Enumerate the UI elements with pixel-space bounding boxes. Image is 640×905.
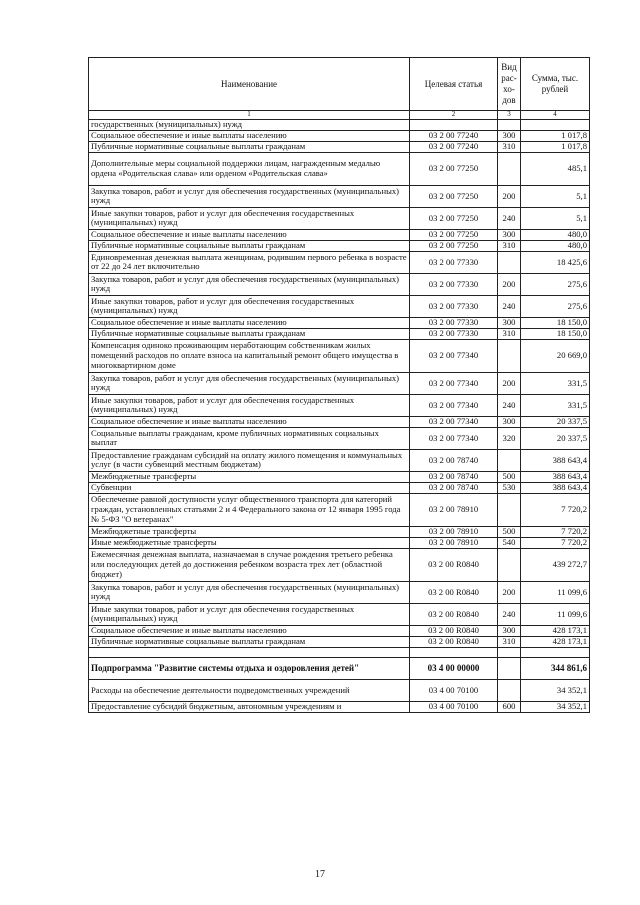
row-code: 03 2 00 78910 (410, 526, 498, 537)
row-name: Предоставление гражданам субсидий на оплату жилого помещения и коммунальных услуг (в части субвенций местным бюджетам) (89, 449, 410, 471)
row-kind (498, 119, 521, 130)
row-kind (498, 493, 521, 526)
row-sum: 20 337,5 (521, 427, 590, 449)
table-row (89, 229, 590, 240)
row-name: Закупка товаров, работ и услуг для обеспечения государственных (муниципальных) нужд (89, 273, 410, 295)
row-kind: 300 (498, 625, 521, 636)
row-name: Закупка товаров, работ и услуг для обеспечения государственных (муниципальных) нужд (89, 372, 410, 394)
row-name: Закупка товаров, работ и услуг для обеспечения государственных (муниципальных) нужд (89, 581, 410, 603)
row-code: 03 2 00 77250 (410, 240, 498, 251)
row-sum: 275,6 (521, 295, 590, 317)
row-name: Дополнительные меры социальной поддержки лицам, награжденным медалью ордена «Родительская слава» или орденом «Родительская слава» (89, 152, 410, 185)
row-name: Публичные нормативные социальные выплаты гражданам (89, 328, 410, 339)
row-code: 03 2 00 78910 (410, 537, 498, 548)
row-kind (498, 679, 521, 701)
table-row (89, 372, 590, 394)
row-sum: 20 669,0 (521, 339, 590, 372)
row-sum: 480,0 (521, 240, 590, 251)
row-code: 03 2 00 R0840 (410, 636, 498, 647)
row-code: 03 2 00 77330 (410, 317, 498, 328)
row-sum: 7 720,2 (521, 526, 590, 537)
row-code: 03 2 00 77240 (410, 130, 498, 141)
row-name: Социальное обеспечение и иные выплаты населению (89, 229, 410, 240)
table-row (89, 537, 590, 548)
header-name: Наименование (89, 58, 410, 111)
table-row (89, 295, 590, 317)
table-row (89, 130, 590, 141)
row-kind: 240 (498, 394, 521, 416)
header-sum: Сумма, тыс. рублей (521, 58, 590, 111)
table-row (89, 679, 590, 701)
row-sum: 7 720,2 (521, 537, 590, 548)
row-code: 03 2 00 78740 (410, 471, 498, 482)
row-kind (498, 339, 521, 372)
table-row (89, 471, 590, 482)
budget-table (88, 57, 590, 713)
row-code: 03 2 00 77330 (410, 273, 498, 295)
row-code: 03 2 00 77250 (410, 229, 498, 240)
table-header-row (89, 58, 590, 111)
table-row (89, 152, 590, 185)
row-kind (498, 251, 521, 273)
row-name: Иные закупки товаров, работ и услуг для обеспечения государственных (муниципальных) нужд (89, 394, 410, 416)
row-code: 03 2 00 R0840 (410, 581, 498, 603)
row-code: 03 2 00 R0840 (410, 625, 498, 636)
column-number: 2 (410, 111, 498, 120)
row-code: 03 2 00 R0840 (410, 548, 498, 581)
row-code: 03 2 00 77250 (410, 152, 498, 185)
row-sum: 34 352,1 (521, 679, 590, 701)
table-row (89, 251, 590, 273)
row-sum: 18 150,0 (521, 328, 590, 339)
row-sum: 428 173,1 (521, 636, 590, 647)
row-kind (498, 647, 521, 657)
row-sum (521, 119, 590, 130)
row-code: 03 4 00 70100 (410, 679, 498, 701)
row-code: 03 2 00 77340 (410, 427, 498, 449)
row-kind: 530 (498, 482, 521, 493)
row-sum: 485,1 (521, 152, 590, 185)
table-row (89, 625, 590, 636)
header-kind: Вид рас-хо-дов (498, 58, 521, 111)
row-name: Межбюджетные трансферты (89, 471, 410, 482)
row-name: Социальное обеспечение и иные выплаты населению (89, 416, 410, 427)
row-kind: 500 (498, 471, 521, 482)
row-code: 03 4 00 00000 (410, 657, 498, 679)
table-row (89, 207, 590, 229)
row-sum: 5,1 (521, 185, 590, 207)
row-kind (498, 152, 521, 185)
row-name: Субвенции (89, 482, 410, 493)
row-kind: 300 (498, 229, 521, 240)
row-kind: 500 (498, 526, 521, 537)
table-row (89, 339, 590, 372)
row-code: 03 4 00 70100 (410, 701, 498, 712)
row-code: 03 2 00 77240 (410, 141, 498, 152)
row-code: 03 2 00 77330 (410, 328, 498, 339)
row-name: Социальное обеспечение и иные выплаты населению (89, 317, 410, 328)
row-sum: 331,5 (521, 394, 590, 416)
row-sum (521, 647, 590, 657)
row-name: Единовременная денежная выплата женщинам, родившим первого ребенка в возрасте от 22 до 24 лет включительно (89, 251, 410, 273)
row-code: 03 2 00 78740 (410, 449, 498, 471)
row-name: Компенсация одиноко проживающим неработающим собственникам жилых помещений расходов по оплате взноса на капитальный ремонт общего имущества в многоквартирном доме (89, 339, 410, 372)
row-sum: 18 150,0 (521, 317, 590, 328)
row-sum: 34 352,1 (521, 701, 590, 712)
table-row (89, 701, 590, 712)
row-code (410, 119, 498, 130)
row-name (89, 647, 410, 657)
table-row (89, 482, 590, 493)
row-kind: 600 (498, 701, 521, 712)
row-code: 03 2 00 77250 (410, 207, 498, 229)
table-row (89, 449, 590, 471)
row-sum: 18 425,6 (521, 251, 590, 273)
table-row (89, 416, 590, 427)
row-name: Ежемесячная денежная выплата, назначаемая в случае рождения третьего ребенка или последующих детей до достижения ребенком возраста трех лет (областной бюджет) (89, 548, 410, 581)
row-kind: 200 (498, 185, 521, 207)
row-code: 03 2 00 77340 (410, 416, 498, 427)
column-number: 4 (521, 111, 590, 120)
table-row (89, 581, 590, 603)
table-row (89, 240, 590, 251)
row-name: государственных (муниципальных) нужд (89, 119, 410, 130)
row-kind: 300 (498, 130, 521, 141)
row-name: Иные закупки товаров, работ и услуг для обеспечения государственных (муниципальных) нужд (89, 207, 410, 229)
row-code: 03 2 00 77340 (410, 372, 498, 394)
table-row-subprogram (89, 657, 590, 679)
table-row (89, 317, 590, 328)
table-row (89, 427, 590, 449)
row-kind: 240 (498, 207, 521, 229)
header-code: Целевая статья (410, 58, 498, 111)
row-kind (498, 657, 521, 679)
row-sum: 428 173,1 (521, 625, 590, 636)
table-row (89, 141, 590, 152)
table-row (89, 273, 590, 295)
row-name: Иные закупки товаров, работ и услуг для обеспечения государственных (муниципальных) нужд (89, 295, 410, 317)
row-kind: 240 (498, 603, 521, 625)
row-kind: 300 (498, 317, 521, 328)
row-sum: 388 643,4 (521, 471, 590, 482)
table-row (89, 526, 590, 537)
column-number-row (89, 111, 590, 120)
row-kind: 320 (498, 427, 521, 449)
row-name: Расходы на обеспечение деятельности подведомственных учреждений (89, 679, 410, 701)
row-code: 03 2 00 77340 (410, 339, 498, 372)
row-kind: 540 (498, 537, 521, 548)
row-sum: 5,1 (521, 207, 590, 229)
row-name: Социальное обеспечение и иные выплаты населению (89, 625, 410, 636)
row-sum: 1 017,8 (521, 141, 590, 152)
row-sum: 7 720,2 (521, 493, 590, 526)
row-name: Межбюджетные трансферты (89, 526, 410, 537)
table-row (89, 185, 590, 207)
row-kind: 200 (498, 372, 521, 394)
row-name: Иные межбюджетные трансферты (89, 537, 410, 548)
row-sum: 439 272,7 (521, 548, 590, 581)
row-sum: 331,5 (521, 372, 590, 394)
table-row-empty (89, 647, 590, 657)
row-sum: 11 099,6 (521, 581, 590, 603)
row-kind: 300 (498, 416, 521, 427)
row-name: Предоставление субсидий бюджетным, автономным учреждениям и (89, 701, 410, 712)
row-kind: 240 (498, 295, 521, 317)
row-kind (498, 548, 521, 581)
row-sum: 1 017,8 (521, 130, 590, 141)
row-kind: 200 (498, 581, 521, 603)
table-row (89, 328, 590, 339)
row-sum: 275,6 (521, 273, 590, 295)
row-code: 03 2 00 78740 (410, 482, 498, 493)
table-row (89, 394, 590, 416)
row-name: Обеспечение равной доступности услуг общественного транспорта для категорий граждан, установленных статьями 2 и 4 Федерального закона от 12 января 1995 года № 5-ФЗ "О ветеранах" (89, 493, 410, 526)
row-sum: 388 643,4 (521, 482, 590, 493)
row-kind: 310 (498, 636, 521, 647)
row-name: Социальное обеспечение и иные выплаты населению (89, 130, 410, 141)
row-code: 03 2 00 78910 (410, 493, 498, 526)
row-name: Публичные нормативные социальные выплаты гражданам (89, 240, 410, 251)
row-sum: 11 099,6 (521, 603, 590, 625)
table-row (89, 603, 590, 625)
row-name: Подпрограмма "Развитие системы отдыха и оздоровления детей" (89, 657, 410, 679)
row-kind (498, 449, 521, 471)
row-kind: 310 (498, 141, 521, 152)
row-name: Иные закупки товаров, работ и услуг для обеспечения государственных (муниципальных) нужд (89, 603, 410, 625)
table-row (89, 548, 590, 581)
row-code: 03 2 00 77340 (410, 394, 498, 416)
row-sum: 344 861,6 (521, 657, 590, 679)
row-name: Публичные нормативные социальные выплаты гражданам (89, 636, 410, 647)
row-code: 03 2 00 R0840 (410, 603, 498, 625)
row-sum: 20 337,5 (521, 416, 590, 427)
row-name: Публичные нормативные социальные выплаты гражданам (89, 141, 410, 152)
row-name: Закупка товаров, работ и услуг для обеспечения государственных (муниципальных) нужд (89, 185, 410, 207)
column-number: 1 (89, 111, 410, 120)
table-row (89, 636, 590, 647)
row-kind: 310 (498, 240, 521, 251)
row-code: 03 2 00 77330 (410, 251, 498, 273)
row-code: 03 2 00 77250 (410, 185, 498, 207)
column-number: 3 (498, 111, 521, 120)
row-name: Социальные выплаты гражданам, кроме публичных нормативных социальных выплат (89, 427, 410, 449)
row-code: 03 2 00 77330 (410, 295, 498, 317)
page-number: 17 (315, 869, 325, 880)
row-sum: 388 643,4 (521, 449, 590, 471)
table-row (89, 119, 590, 130)
row-code (410, 647, 498, 657)
row-kind: 310 (498, 328, 521, 339)
table-row (89, 493, 590, 526)
row-sum: 480,0 (521, 229, 590, 240)
row-kind: 200 (498, 273, 521, 295)
